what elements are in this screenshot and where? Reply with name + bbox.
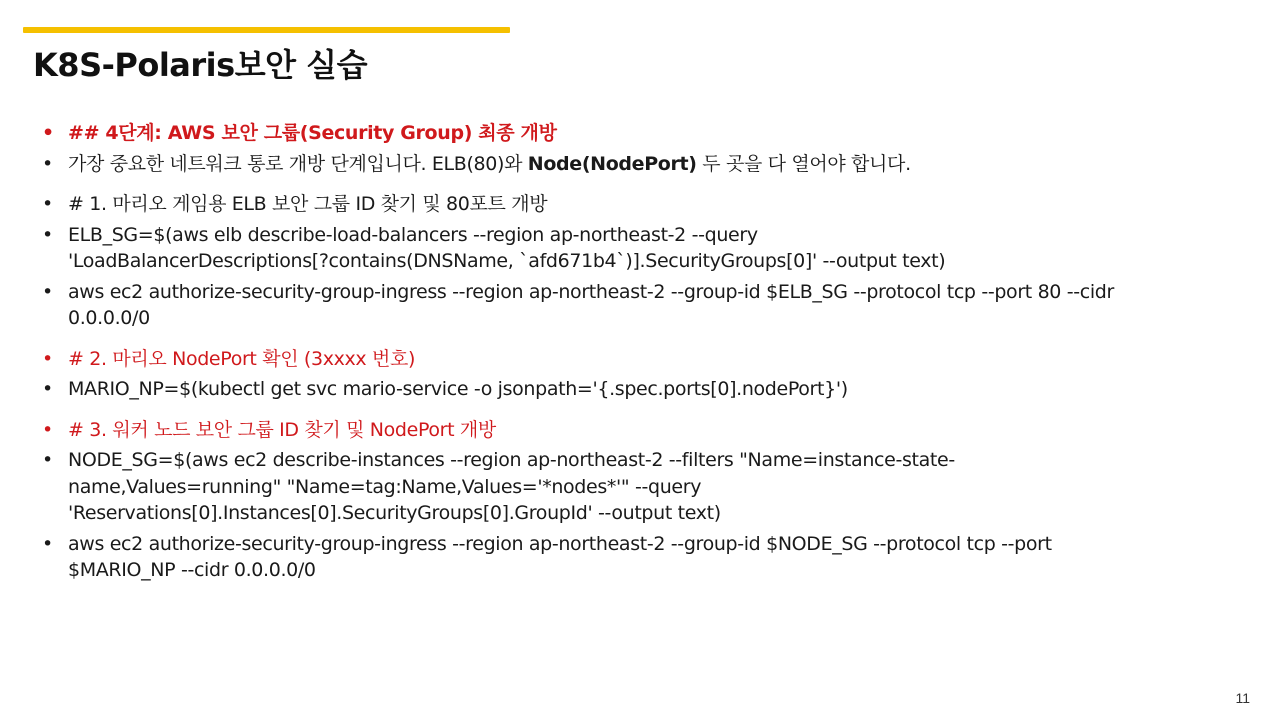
bullet-text-line-1: aws ec2 authorize-security-group-ingress --region ap-northeast-2 --group-id $ELB_SG --protocol tcp --port 80 --cidr	[68, 280, 1114, 303]
bullet-text: # 2. 마리오 NodePort 확인 (3xxxx 번호)	[68, 347, 416, 370]
page-number: 11	[1235, 690, 1250, 706]
bullet-text: # 1. 마리오 게임용 ELB 보안 그룹 ID 찾기 및 80포트 개방	[68, 193, 548, 215]
bullet-text-line-1: ELB_SG=$(aws elb describe-load-balancers --region ap-northeast-2 --query	[68, 223, 758, 246]
bullet-comment-elb	[40, 191, 1256, 218]
bullet-command-mario-np	[40, 376, 1256, 403]
bullet-command-node-sg	[40, 447, 1256, 527]
bullet-text-line-2: name,Values=running" "Name=tag:Name,Values='*nodes*'" --query	[68, 475, 702, 498]
bullet-text-line-1: aws ec2 authorize-security-group-ingress --region ap-northeast-2 --group-id $NODE_SG --protocol tcp --port	[68, 532, 1052, 555]
bullet-text-prefix: 가장 중요한 네트워크 통로 개방 단계입니다. ELB(80)와	[68, 152, 528, 175]
bullet-command-elb-ingress	[40, 279, 1256, 332]
bullet-text: ## 4단계: AWS 보안 그룹(Security Group) 최종 개방	[68, 122, 557, 144]
bullet-command-elb-sg	[40, 222, 1256, 275]
slide-title: K8S-Polaris보안 실습	[33, 46, 367, 84]
bullet-text-line-2: 0.0.0.0/0	[68, 307, 150, 329]
bullet-comment-nodeport	[40, 346, 1256, 373]
spacer	[40, 181, 1256, 191]
bullet-command-node-ingress	[40, 531, 1256, 584]
bullet-text-bold: Node(NodePort)	[527, 152, 697, 175]
bullet-text-suffix: 두 곳을 다 열어야 합니다.	[696, 152, 911, 175]
bullet-text-line-1: NODE_SG=$(aws ec2 describe-instances --region ap-northeast-2 --filters "Name=instance-state-	[68, 449, 955, 471]
spacer	[40, 336, 1256, 346]
bullet-step-heading	[40, 120, 1256, 147]
bullet-text-line-3: 'Reservations[0].Instances[0].SecurityGroups[0].GroupId' --output text)	[68, 502, 721, 524]
bullet-text: MARIO_NP=$(kubectl get svc mario-service -o jsonpath='{.spec.ports[0].nodePort}')	[68, 378, 848, 400]
bullet-comment-node-sg	[40, 417, 1256, 444]
bullet-text-line-2: $MARIO_NP --cidr 0.0.0.0/0	[68, 559, 316, 581]
bullet-text-line-2: 'LoadBalancerDescriptions[?contains(DNSName, `afd671b4`)].SecurityGroups[0]' --output text)	[68, 250, 946, 272]
title-accent-bar	[23, 27, 510, 33]
bullet-list	[40, 120, 1256, 588]
bullet-description	[40, 151, 1256, 178]
spacer	[40, 407, 1256, 417]
bullet-text: # 3. 워커 노드 보안 그룹 ID 찾기 및 NodePort 개방	[68, 418, 496, 441]
